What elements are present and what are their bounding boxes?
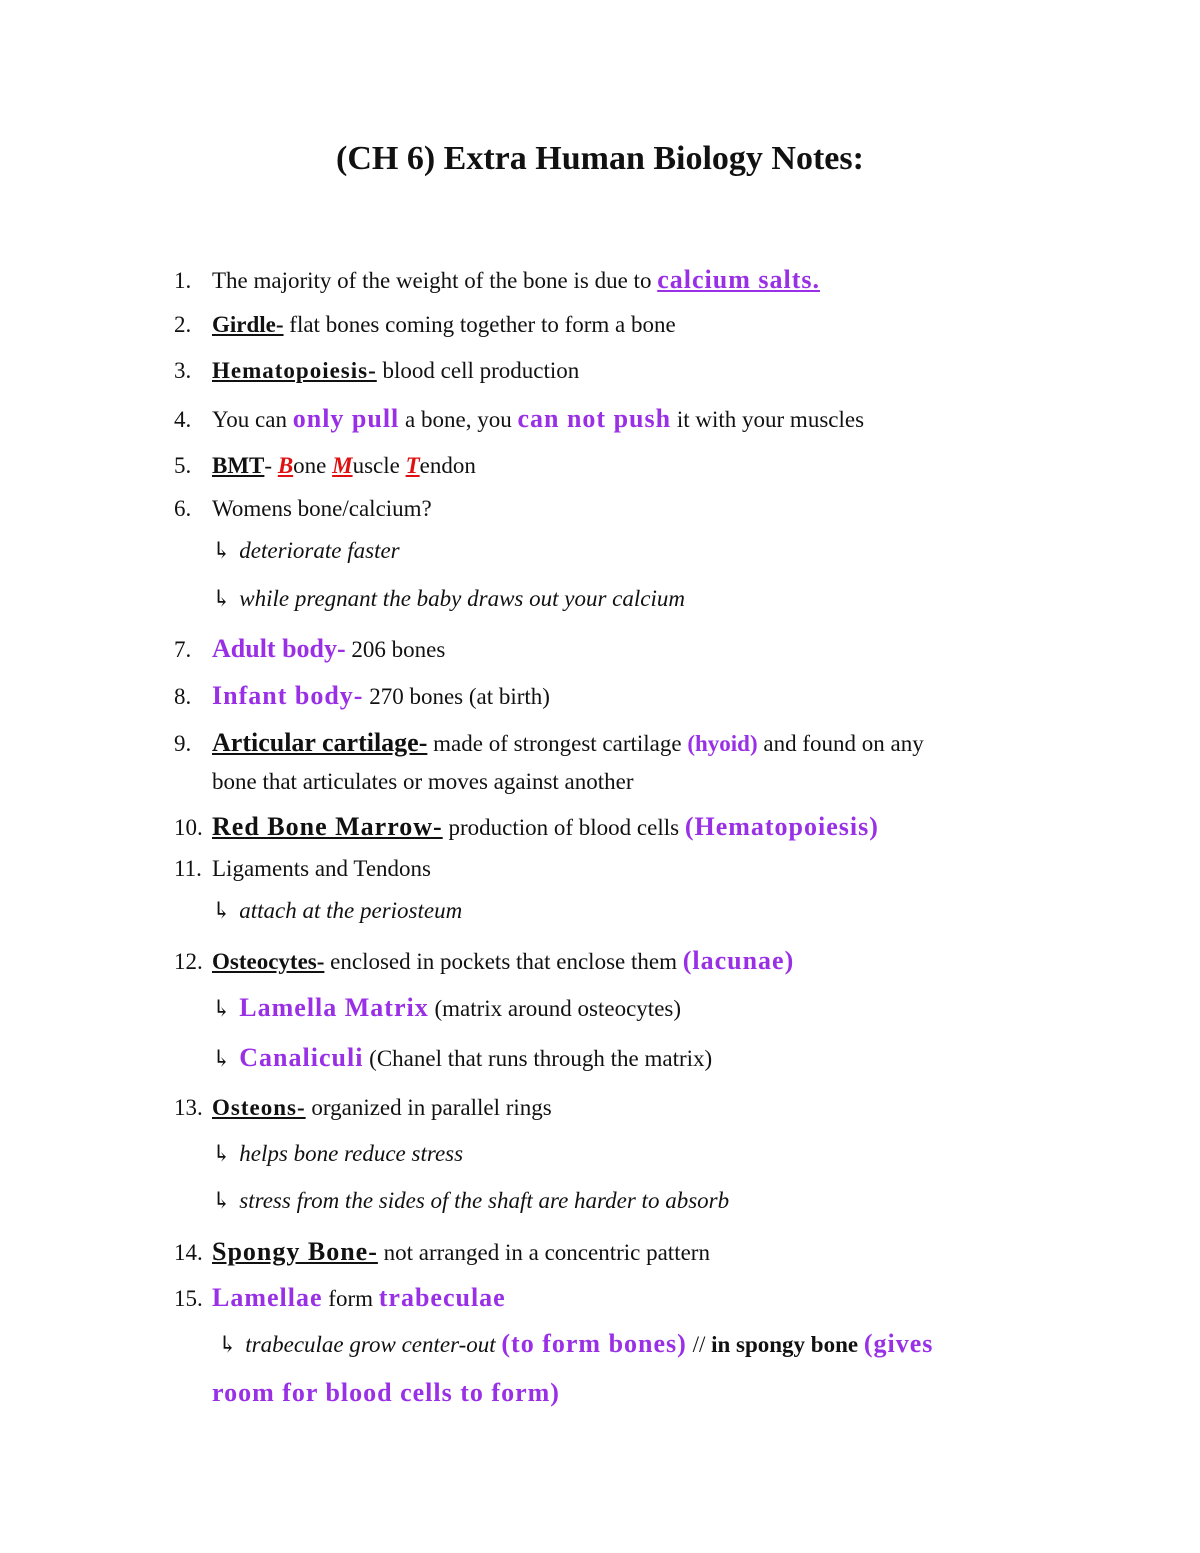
item-text: 270 bones (at birth) bbox=[363, 684, 550, 709]
continuation-line: room for blood cells to form) bbox=[212, 1378, 560, 1407]
list-item bbox=[174, 452, 476, 480]
list-item bbox=[174, 403, 864, 434]
sub-text: // bbox=[686, 1332, 712, 1357]
list-item bbox=[174, 264, 820, 295]
item-number: 3. bbox=[174, 358, 192, 383]
sub-item bbox=[212, 897, 462, 925]
sub-item bbox=[212, 585, 685, 613]
list-item bbox=[174, 1282, 506, 1313]
item-text: The majority of the weight of the bone is due to bbox=[212, 268, 658, 293]
sub-item bbox=[212, 537, 400, 565]
page-title: (CH 6) Extra Human Biology Notes: bbox=[336, 140, 864, 177]
highlight-term: Lamellae bbox=[212, 1283, 323, 1312]
item-text: Ligaments and Tendons bbox=[212, 856, 431, 881]
sub-text: attach at the periosteum bbox=[239, 898, 463, 923]
item-number: 1. bbox=[174, 268, 192, 293]
sub-text: (Chanel that runs through the matrix) bbox=[363, 1046, 713, 1071]
highlight-term: can not push bbox=[517, 404, 672, 433]
item-text: 206 bones bbox=[345, 637, 446, 662]
list-item bbox=[174, 311, 676, 339]
list-item bbox=[174, 1236, 710, 1267]
item-text: one bbox=[293, 453, 333, 478]
list-item bbox=[174, 855, 431, 883]
list-item bbox=[174, 1094, 552, 1122]
highlight-term: Infant body- bbox=[212, 681, 364, 710]
arrow-icon: ↳ bbox=[212, 996, 232, 1021]
item-text: made of strongest cartilage bbox=[427, 731, 688, 756]
sub-text: (matrix around osteocytes) bbox=[428, 996, 682, 1021]
list-item bbox=[174, 495, 432, 523]
item-number: 14. bbox=[174, 1240, 203, 1265]
highlight-term: (Hematopoiesis) bbox=[684, 812, 879, 841]
item-number: 12. bbox=[174, 949, 203, 974]
term: Girdle- bbox=[212, 312, 284, 337]
arrow-icon: ↳ bbox=[212, 538, 232, 563]
list-item bbox=[174, 727, 924, 758]
item-number: 5. bbox=[174, 453, 192, 478]
item-text: Womens bone/calcium? bbox=[212, 496, 432, 521]
term: Hematopoiesis- bbox=[212, 358, 377, 383]
sub-item bbox=[212, 1042, 712, 1073]
item-text: uscle bbox=[352, 453, 406, 478]
highlight-term: trabeculae bbox=[378, 1283, 506, 1312]
continuation-line: bone that articulates or moves against another bbox=[212, 769, 634, 794]
arrow-icon: ↳ bbox=[212, 1188, 232, 1213]
sub-item bbox=[212, 1187, 729, 1215]
item-number: 4. bbox=[174, 407, 192, 432]
item-number: 7. bbox=[174, 637, 192, 662]
sub-item bbox=[212, 1140, 463, 1168]
acronym-letter: T bbox=[405, 453, 420, 478]
item-number: 6. bbox=[174, 496, 192, 521]
highlight-term: (gives bbox=[863, 1329, 934, 1358]
item-text: enclosed in pockets that enclose them bbox=[324, 949, 683, 974]
term: Spongy Bone- bbox=[212, 1237, 378, 1266]
acronym-letter: B bbox=[277, 453, 294, 478]
sub-text: deteriorate faster bbox=[239, 538, 400, 563]
term: Osteocytes- bbox=[212, 949, 325, 974]
item-number: 2. bbox=[174, 312, 192, 337]
highlight-term: (hyoid) bbox=[687, 731, 758, 756]
highlight-term: Lamella Matrix bbox=[239, 993, 429, 1022]
item-number: 13. bbox=[174, 1095, 203, 1120]
highlight-term: (lacunae) bbox=[682, 946, 795, 975]
sub-item bbox=[218, 1328, 933, 1359]
list-item bbox=[174, 633, 445, 664]
list-item bbox=[174, 357, 579, 385]
item-text: form bbox=[322, 1286, 379, 1311]
item-number: 11. bbox=[174, 856, 202, 881]
term: Osteons- bbox=[212, 1095, 306, 1120]
highlight-term: Canaliculi bbox=[239, 1043, 364, 1072]
item-text: organized in parallel rings bbox=[305, 1095, 552, 1120]
list-item bbox=[174, 680, 550, 711]
list-item bbox=[174, 945, 794, 976]
item-text: flat bones coming together to form a bone bbox=[283, 312, 676, 337]
bold-text: in spongy bone bbox=[711, 1332, 859, 1357]
item-text: it with your muscles bbox=[671, 407, 865, 432]
item-text: endon bbox=[419, 453, 476, 478]
acronym-letter: M bbox=[332, 453, 353, 478]
item-text: production of blood cells bbox=[442, 815, 685, 840]
sub-text: helps bone reduce stress bbox=[239, 1141, 464, 1166]
item-number: 9. bbox=[174, 731, 192, 756]
arrow-icon: ↳ bbox=[218, 1332, 238, 1357]
item-number: 8. bbox=[174, 684, 192, 709]
list-item bbox=[174, 811, 879, 842]
highlight-term: Adult body- bbox=[212, 634, 346, 663]
term: Red Bone Marrow- bbox=[212, 812, 443, 841]
item-text: - bbox=[264, 453, 278, 478]
term: BMT bbox=[212, 453, 265, 478]
item-text: blood cell production bbox=[376, 358, 580, 383]
item-number: 10. bbox=[174, 815, 203, 840]
highlight-term: calcium salts. bbox=[657, 265, 820, 294]
highlight-term: (to form bones) bbox=[501, 1329, 687, 1358]
item-number: 15. bbox=[174, 1286, 203, 1311]
sub-text: while pregnant the baby draws out your calcium bbox=[239, 586, 685, 611]
item-text: not arranged in a concentric pattern bbox=[377, 1240, 710, 1265]
highlight-term: only pull bbox=[292, 404, 400, 433]
sub-text: trabeculae grow center-out bbox=[245, 1332, 502, 1357]
term: Articular cartilage- bbox=[212, 728, 428, 757]
item-text: You can bbox=[212, 407, 293, 432]
arrow-icon: ↳ bbox=[212, 1046, 232, 1071]
arrow-icon: ↳ bbox=[212, 586, 232, 611]
item-text: a bone, you bbox=[399, 407, 518, 432]
sub-item bbox=[212, 992, 681, 1023]
item-text: and found on any bbox=[757, 731, 924, 756]
arrow-icon: ↳ bbox=[212, 1141, 232, 1166]
sub-text: stress from the sides of the shaft are harder to absorb bbox=[239, 1188, 730, 1213]
arrow-icon: ↳ bbox=[212, 898, 232, 923]
